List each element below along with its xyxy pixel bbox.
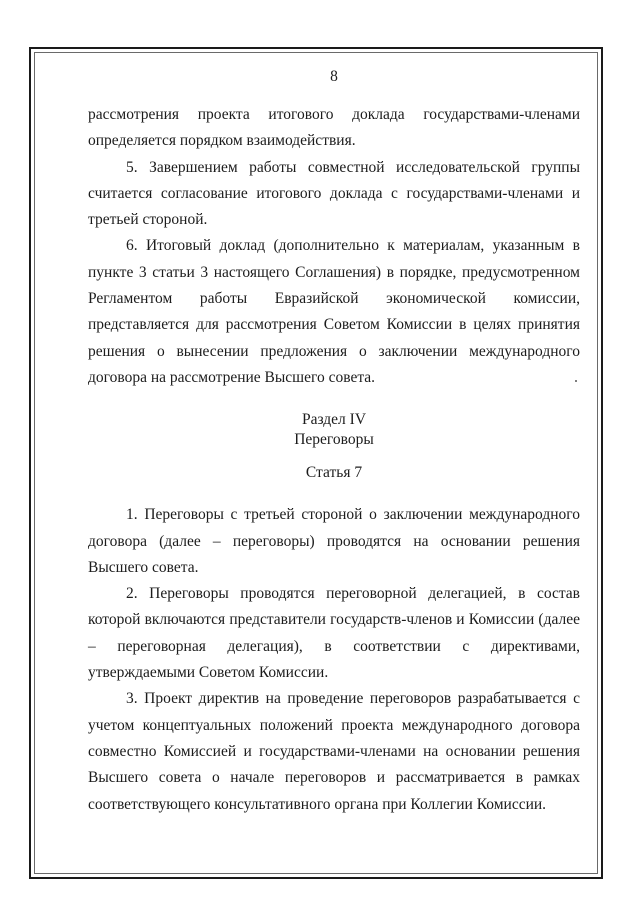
paragraph-item-6: 6. Итоговый доклад (дополнительно к материалам, указанным в пункте 3 статьи 3 настоящего Соглашения) в порядке, предусмотренном Регламентом работы Евразийской экономической комиссии, представляется для рассмотрения Советом Комиссии в целях принятия решения о вынесении предложения о заключении международного договора на рассмотрение Высшего совета. [88, 237, 580, 386]
article-paragraph-1: 1. Переговоры с третьей стороной о заключении международного договора (далее – переговоры) проводятся на основании решения Высшего совета. [88, 506, 580, 576]
page-number: 8 [330, 68, 338, 85]
scan-speck [575, 380, 577, 382]
spacer [88, 450, 580, 463]
paragraph-item-5: 5. Завершением работы совместной исследовательской группы считается согласование итогового доклада с государствами-членами и третьей стороной. [88, 158, 580, 229]
section-title: Переговоры [294, 431, 374, 449]
article-paragraph-3: 3. Проект директив на проведение переговоров разрабатывается с учетом концептуальных положений проекта международного договора совместно Комиссией и государствами-членами на основании решения Высшего совета о начале переговоров и рассматривается в рамках соответствующего консультативного органа при Коллегии Комиссии. [88, 690, 580, 813]
article-title: Статья 7 [305, 464, 363, 482]
article-paragraph-2: 2. Переговоры проводятся переговорной делегацией, в состав которой включаются представители государств-членов и Комиссии (далее – переговорная делегация), в соответствии с директивами, утверждаемыми Советом Комиссии. [88, 585, 580, 682]
spacer [88, 483, 580, 502]
section-label: Раздел IV [301, 411, 367, 429]
paragraph-continuation: рассмотрения проекта итогового доклада государствами-членами определяется порядком взаимодействия. [88, 106, 580, 150]
document-body [88, 64, 580, 818]
spacer [88, 391, 580, 410]
